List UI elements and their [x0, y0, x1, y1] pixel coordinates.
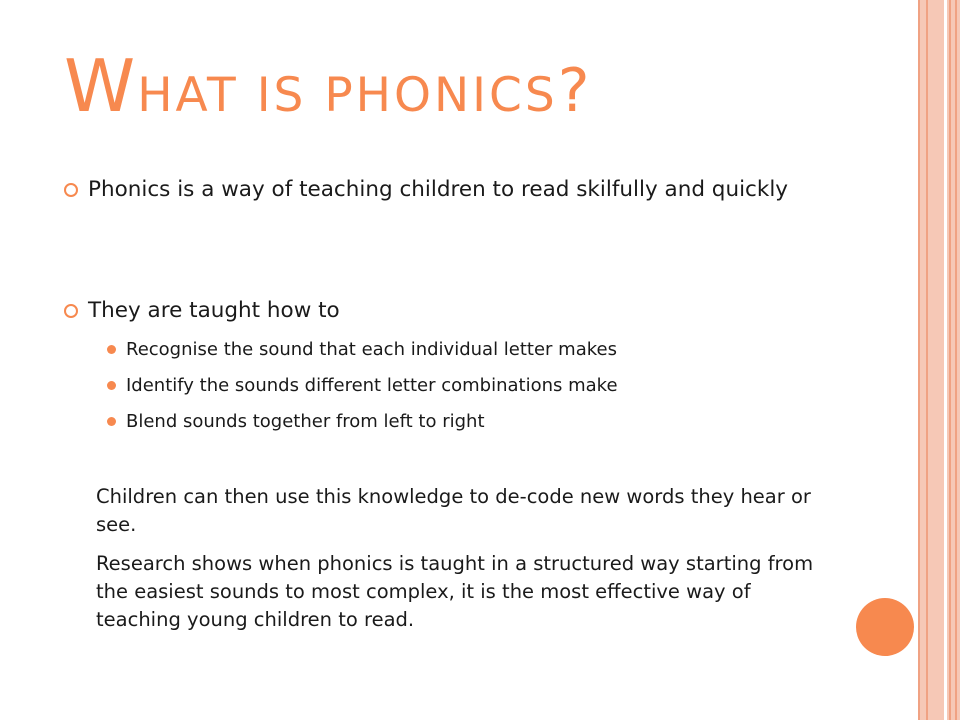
bullet-item: [64, 295, 833, 327]
sub-bullet-text: Blend sounds together from left to right: [126, 411, 485, 432]
bullet-text: Phonics is a way of teaching children to read skilfully and quickly: [88, 177, 789, 202]
sub-bullet-text: Recognise the sound that each individual letter makes: [126, 339, 617, 360]
border-line: [955, 0, 957, 720]
sub-bullet-item: [107, 337, 617, 363]
bullet-item: [64, 174, 833, 206]
sub-bullet-item: [107, 409, 485, 435]
sub-bullet-item: [107, 373, 618, 399]
dot-bullet-icon: [107, 417, 116, 426]
border-line: [944, 0, 947, 720]
slide-title: [64, 44, 592, 128]
paragraph: Children can then use this knowledge to de-code new words they hear or see.: [96, 485, 811, 536]
ring-bullet-icon: [64, 183, 78, 197]
border-line: [918, 0, 920, 720]
border-line: [949, 0, 951, 720]
dot-bullet-icon: [107, 345, 116, 354]
ring-bullet-icon: [64, 304, 78, 318]
dot-bullet-icon: [107, 381, 116, 390]
bullet-text: They are taught how to: [88, 298, 340, 323]
title-question-mark: ?: [557, 56, 592, 126]
title-initial: W: [64, 44, 138, 128]
sub-bullet-text: Identify the sounds different letter combinations make: [126, 375, 618, 396]
paragraph: Research shows when phonics is taught in a structured way starting from the easiest sounds to most complex, it is the most effective way of teaching young children to read.: [96, 552, 814, 631]
border-line: [926, 0, 928, 720]
right-border-band: [918, 0, 960, 720]
title-rest: HAT IS PHONICS: [137, 68, 558, 123]
decorative-circle: [856, 598, 914, 656]
